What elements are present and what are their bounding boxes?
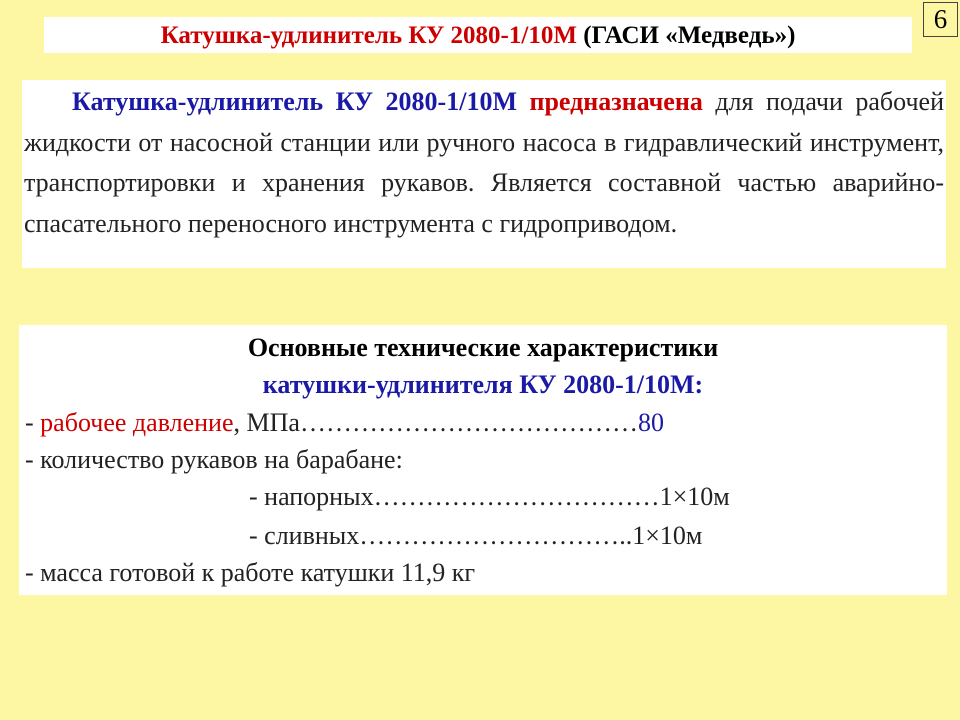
title-main: Катушка-удлинитель КУ 2080-1/10М xyxy=(160,22,577,49)
spec-pressure-unit: , МПа………………………………… xyxy=(233,408,638,437)
spec-pressure xyxy=(25,408,664,438)
spec-pressure-label: рабочее давление xyxy=(40,408,234,437)
spec-drain-hoses: - сливных…………………………..1×10м xyxy=(249,521,703,550)
spec-hoses-label: - количество рукавов на барабане: xyxy=(25,445,403,474)
spec-pressure-prefix: - xyxy=(25,408,41,437)
slide-title xyxy=(44,17,912,53)
page-number: 6 xyxy=(923,2,958,37)
spec-pressure-value: 80 xyxy=(637,408,664,437)
description-paragraph xyxy=(22,80,946,244)
description-box xyxy=(22,80,946,268)
title-suffix: (ГАСИ «Медведь») xyxy=(576,22,796,49)
description-text: для подачи рабочей жидкости от насосной станции или ручного насоса в гидравлический инструмент, транспортировки и хранения рукавов. Является составной частью аварийно-спасательного переносного инструмента с гидроприводом. xyxy=(24,87,944,238)
specifications-box xyxy=(19,325,947,595)
description-subject: Катушка-удлинитель КУ 2080-1/10М xyxy=(72,87,517,116)
spec-mass: - масса готовой к работе катушки 11,9 кг xyxy=(25,558,476,587)
specs-heading-line2: катушки-удлинителя КУ 2080-1/10М: xyxy=(262,370,704,399)
specs-heading-line1: Основные технические характеристики xyxy=(247,333,719,362)
description-keyword: предназначена xyxy=(529,87,703,116)
spec-pressure-hoses: - напорных……………………………1×10м xyxy=(249,482,730,511)
